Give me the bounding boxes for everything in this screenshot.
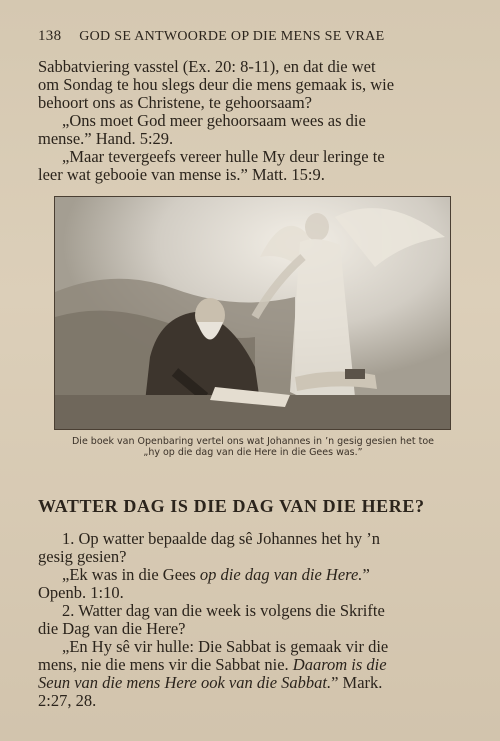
reference: 2:27, 28. <box>38 691 97 710</box>
question-line: 2. Watter dag van die week is volgens die Skrifte <box>62 601 385 620</box>
question-line: 1. Op watter bepaalde dag sê Johannes het hy ’n <box>62 529 380 548</box>
answer-text: „Ek was in die Gees <box>62 565 200 584</box>
answer-italic: Daarom is die <box>292 655 387 674</box>
caption-line: „hy op die dag van die Here in die Gees was.” <box>143 447 363 458</box>
section-body <box>38 530 468 710</box>
reference: Openb. 1:10. <box>38 583 124 602</box>
text-line: om Sondag te hou slegs deur die mens gemaak is, wie <box>38 75 395 94</box>
answer-line <box>38 674 468 692</box>
page-number: 138 <box>38 28 62 44</box>
question-line: die Dag van die Here? <box>38 619 186 638</box>
answer-italic: op die dag van die Here. <box>199 565 363 584</box>
answer-line: „En Hy sê vir hulle: Die Sabbat is gemaak vir die <box>62 637 389 656</box>
text-line: behoort ons as Christene, te gehoorsaam? <box>38 93 313 112</box>
top-paragraphs <box>38 58 468 184</box>
figure-caption <box>38 436 468 458</box>
answer-text: ” <box>362 565 370 584</box>
page-header <box>38 28 468 45</box>
quote-line: leer wat gebooie van mense is.” Matt. 15:9. <box>38 165 325 184</box>
answer-line <box>38 566 468 584</box>
answer-text: ” Mark. <box>331 673 383 692</box>
question-line: gesig gesien? <box>38 547 127 566</box>
answer-line <box>38 656 468 674</box>
quote-line: „Maar tevergeefs vereer hulle My deur leringe te <box>62 147 385 166</box>
illustration-john-and-angel <box>54 196 451 430</box>
running-title: GOD SE ANTWOORDE OP DIE MENS SE VRAE <box>79 29 385 44</box>
quote-line: mense.” Hand. 5:29. <box>38 129 174 148</box>
answer-text: mens, nie die mens vir die Sabbat nie. <box>38 655 293 674</box>
text-line: Sabbatviering vasstel (Ex. 20: 8-11), en dat die wet <box>38 57 376 76</box>
answer-italic: Seun van die mens Here ook van die Sabbat. <box>38 673 332 692</box>
caption-line: Die boek van Openbaring vertel ons wat Johannes in ’n gesig gesien het toe <box>71 436 434 447</box>
section-heading: WATTER DAG IS DIE DAG VAN DIE HERE? <box>38 496 425 516</box>
illustration-drawing <box>55 197 450 429</box>
quote-line: „Ons moet God meer gehoorsaam wees as die <box>62 111 366 130</box>
